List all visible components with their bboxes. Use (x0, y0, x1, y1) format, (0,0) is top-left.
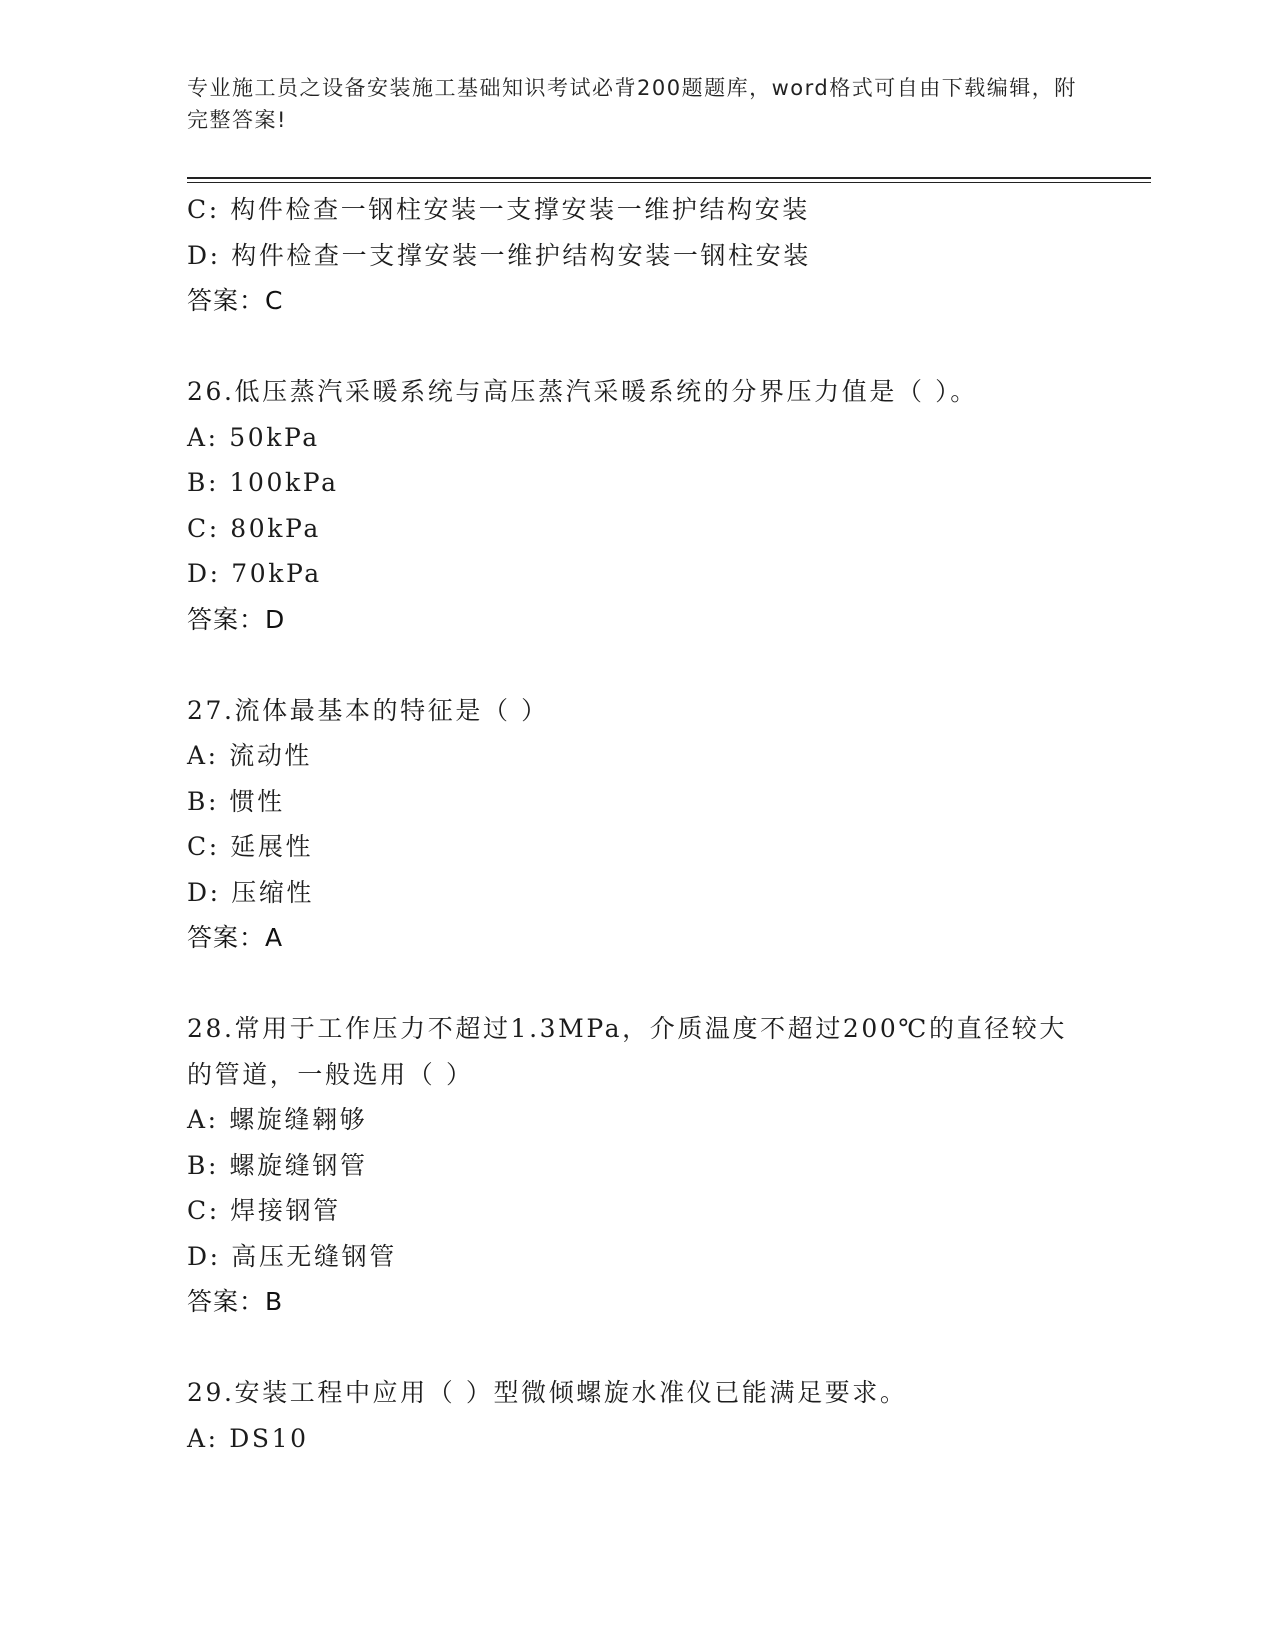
option-d: D: 压缩性 (187, 877, 315, 907)
option-c: C: 焊接钢管 (187, 1196, 341, 1225)
question-stem: 26.低压蒸汽采暖系统与高压蒸汽采暖系统的分界压力值是（ ）。 (187, 377, 978, 406)
answer-line: 答案：A (187, 923, 284, 952)
spacer (187, 1325, 1151, 1371)
question-stem: 27.流体最基本的特征是（ ） (187, 695, 549, 725)
answer-line: 答案：C (187, 286, 284, 315)
question-stem-continued: 的管道，一般选用（ ） (187, 1059, 474, 1089)
question-stem: 28.常用于工作压力不超过1.3MPa，介质温度不超过200℃的直径较大 (187, 1014, 1068, 1043)
spacer (187, 961, 1151, 1007)
question-list (187, 187, 1151, 1461)
header-divider (187, 177, 1151, 179)
option-a: A: 螺旋缝翱够 (187, 1105, 368, 1134)
spacer (187, 324, 1151, 370)
option-a: A: 流动性 (187, 741, 313, 770)
option-c: C: 延展性 (187, 832, 314, 861)
option-d: D: 高压无缝钢管 (187, 1241, 397, 1271)
option-c: C: 80kPa (187, 513, 321, 543)
question-stem: 29.安装工程中应用（ ）型微倾螺旋水准仪已能满足要求。 (187, 1378, 908, 1407)
answer-line: 答案：B (187, 1287, 284, 1316)
option-a: A: 50kPa (187, 422, 320, 452)
header-divider-thin (187, 182, 1151, 183)
option-c: C: 构件检查一钢柱安装一支撑安装一维护结构安装 (187, 195, 810, 224)
answer-line: 答案：D (187, 604, 286, 634)
option-b: B: 惯性 (187, 786, 285, 816)
document-header: 专业施工员之设备安装施工基础知识考试必背200题题库，word格式可自由下载编辑，附完整答案! (187, 76, 1077, 132)
option-d: D: 70kPa (187, 559, 322, 588)
option-b: B: 螺旋缝钢管 (187, 1150, 368, 1180)
spacer (187, 642, 1151, 688)
option-b: B: 100kPa (187, 468, 339, 497)
option-a: A: DS10 (187, 1423, 309, 1453)
option-d: D: 构件检查一支撑安装一维护结构安装一钢柱安装 (187, 240, 811, 270)
